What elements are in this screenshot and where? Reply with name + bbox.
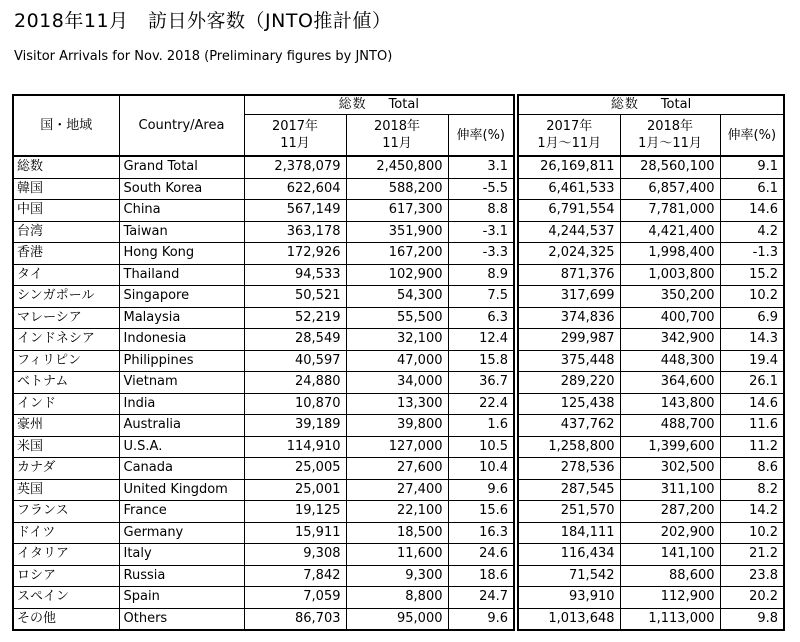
row-growth-cumulative: 8.6 — [720, 458, 784, 480]
table-row — [13, 458, 784, 480]
row-nov-2017: 24,880 — [244, 372, 346, 394]
header-2017-nov: 2017年 11月 — [244, 115, 346, 157]
row-growth-cumulative: 14.6 — [720, 200, 784, 222]
visitor-arrivals-table — [12, 94, 785, 631]
row-growth-cumulative: 9.1 — [720, 156, 784, 178]
row-region-jp: イタリア — [13, 544, 119, 566]
row-cum-2017: 871,376 — [518, 264, 620, 286]
row-cum-2018: 141,100 — [620, 544, 720, 566]
row-nov-2017: 19,125 — [244, 501, 346, 523]
row-region-jp: 豪州 — [13, 415, 119, 437]
row-cum-2017: 116,434 — [518, 544, 620, 566]
row-region-en: Italy — [119, 544, 244, 566]
row-growth-monthly: 8.8 — [448, 200, 514, 222]
row-nov-2018: 13,300 — [346, 393, 448, 415]
row-region-en: Vietnam — [119, 372, 244, 394]
header-growth-monthly: 伸率(%) — [448, 115, 514, 157]
row-cum-2018: 202,900 — [620, 522, 720, 544]
row-cum-2018: 6,857,400 — [620, 178, 720, 200]
row-growth-monthly: 24.6 — [448, 544, 514, 566]
row-cum-2018: 364,600 — [620, 372, 720, 394]
row-region-jp: インド — [13, 393, 119, 415]
table-row — [13, 178, 784, 200]
row-growth-cumulative: 6.1 — [720, 178, 784, 200]
row-cum-2017: 317,699 — [518, 286, 620, 308]
row-cum-2018: 7,781,000 — [620, 200, 720, 222]
row-cum-2017: 251,570 — [518, 501, 620, 523]
row-cum-2018: 287,200 — [620, 501, 720, 523]
header-2018-cumulative: 2018年 1月～11月 — [620, 115, 720, 157]
row-nov-2018: 588,200 — [346, 178, 448, 200]
row-nov-2018: 27,400 — [346, 479, 448, 501]
row-growth-cumulative: 6.9 — [720, 307, 784, 329]
header-group-cumulative — [518, 95, 784, 115]
row-region-en: Canada — [119, 458, 244, 480]
table-row — [13, 479, 784, 501]
table-row — [13, 221, 784, 243]
table-row — [13, 544, 784, 566]
row-region-en: Malaysia — [119, 307, 244, 329]
row-nov-2017: 50,521 — [244, 286, 346, 308]
row-region-en: Indonesia — [119, 329, 244, 351]
header-2017-cumulative: 2017年 1月～11月 — [518, 115, 620, 157]
row-nov-2018: 47,000 — [346, 350, 448, 372]
row-region-jp: その他 — [13, 608, 119, 630]
row-growth-monthly: 16.3 — [448, 522, 514, 544]
group-cumulative-en: Total — [660, 97, 692, 112]
row-growth-cumulative: 23.8 — [720, 565, 784, 587]
row-region-en: China — [119, 200, 244, 222]
row-cum-2017: 287,545 — [518, 479, 620, 501]
row-growth-monthly: 22.4 — [448, 393, 514, 415]
header-growth-cumulative: 伸率(%) — [720, 115, 784, 157]
row-nov-2018: 22,100 — [346, 501, 448, 523]
row-growth-monthly: -3.3 — [448, 243, 514, 265]
row-growth-cumulative: 20.2 — [720, 587, 784, 609]
row-growth-monthly: 9.6 — [448, 608, 514, 630]
table-row — [13, 350, 784, 372]
row-nov-2017: 40,597 — [244, 350, 346, 372]
table-row — [13, 436, 784, 458]
row-nov-2017: 363,178 — [244, 221, 346, 243]
row-growth-cumulative: 14.3 — [720, 329, 784, 351]
row-growth-cumulative: 10.2 — [720, 286, 784, 308]
row-cum-2018: 28,560,100 — [620, 156, 720, 178]
row-region-en: Spain — [119, 587, 244, 609]
row-nov-2017: 86,703 — [244, 608, 346, 630]
row-cum-2018: 112,900 — [620, 587, 720, 609]
row-cum-2017: 437,762 — [518, 415, 620, 437]
row-region-en: Taiwan — [119, 221, 244, 243]
row-cum-2018: 302,500 — [620, 458, 720, 480]
row-cum-2018: 4,421,400 — [620, 221, 720, 243]
header-2018-nov: 2018年 11月 — [346, 115, 448, 157]
row-region-en: U.S.A. — [119, 436, 244, 458]
row-growth-cumulative: -1.3 — [720, 243, 784, 265]
row-cum-2017: 26,169,811 — [518, 156, 620, 178]
table-row — [13, 286, 784, 308]
table-row — [13, 329, 784, 351]
row-region-jp: ロシア — [13, 565, 119, 587]
row-growth-cumulative: 14.6 — [720, 393, 784, 415]
row-growth-monthly: 6.3 — [448, 307, 514, 329]
row-cum-2018: 88,600 — [620, 565, 720, 587]
table-row — [13, 415, 784, 437]
row-growth-monthly: 15.6 — [448, 501, 514, 523]
table-row — [13, 200, 784, 222]
row-growth-monthly: 7.5 — [448, 286, 514, 308]
row-region-en: Russia — [119, 565, 244, 587]
row-cum-2017: 278,536 — [518, 458, 620, 480]
table-row — [13, 264, 784, 286]
row-region-en: Germany — [119, 522, 244, 544]
row-nov-2018: 127,000 — [346, 436, 448, 458]
row-nov-2018: 32,100 — [346, 329, 448, 351]
table-row — [13, 587, 784, 609]
row-growth-monthly: 10.4 — [448, 458, 514, 480]
row-nov-2017: 94,533 — [244, 264, 346, 286]
row-cum-2018: 1,003,800 — [620, 264, 720, 286]
row-cum-2017: 289,220 — [518, 372, 620, 394]
row-cum-2017: 2,024,325 — [518, 243, 620, 265]
group-monthly-jp: 総数 — [338, 97, 367, 112]
row-region-en: France — [119, 501, 244, 523]
row-nov-2017: 52,219 — [244, 307, 346, 329]
table-row — [13, 393, 784, 415]
row-nov-2017: 114,910 — [244, 436, 346, 458]
table-row — [13, 565, 784, 587]
table-body — [13, 156, 784, 630]
row-cum-2017: 1,258,800 — [518, 436, 620, 458]
row-nov-2017: 25,001 — [244, 479, 346, 501]
row-region-en: Grand Total — [119, 156, 244, 178]
row-cum-2017: 71,542 — [518, 565, 620, 587]
row-nov-2018: 351,900 — [346, 221, 448, 243]
row-cum-2017: 1,013,648 — [518, 608, 620, 630]
row-cum-2018: 143,800 — [620, 393, 720, 415]
row-region-en: United Kingdom — [119, 479, 244, 501]
row-cum-2017: 299,987 — [518, 329, 620, 351]
row-region-en: Singapore — [119, 286, 244, 308]
row-growth-cumulative: 21.2 — [720, 544, 784, 566]
row-growth-monthly: 10.5 — [448, 436, 514, 458]
row-cum-2018: 350,200 — [620, 286, 720, 308]
table-row — [13, 156, 784, 178]
group-cumulative-jp: 総数 — [610, 97, 639, 112]
table-row — [13, 501, 784, 523]
row-nov-2018: 54,300 — [346, 286, 448, 308]
row-cum-2017: 6,791,554 — [518, 200, 620, 222]
header-region-en: Country/Area — [119, 95, 244, 156]
row-nov-2018: 102,900 — [346, 264, 448, 286]
row-nov-2018: 167,200 — [346, 243, 448, 265]
row-region-jp: ベトナム — [13, 372, 119, 394]
table-row — [13, 372, 784, 394]
row-growth-cumulative: 14.2 — [720, 501, 784, 523]
row-cum-2017: 184,111 — [518, 522, 620, 544]
row-nov-2017: 10,870 — [244, 393, 346, 415]
row-region-jp: フランス — [13, 501, 119, 523]
row-nov-2017: 15,911 — [244, 522, 346, 544]
row-growth-monthly: 15.8 — [448, 350, 514, 372]
row-region-jp: 英国 — [13, 479, 119, 501]
row-growth-monthly: 12.4 — [448, 329, 514, 351]
table-row — [13, 243, 784, 265]
table-row — [13, 522, 784, 544]
table-row — [13, 608, 784, 630]
row-region-en: Philippines — [119, 350, 244, 372]
row-growth-monthly: -5.5 — [448, 178, 514, 200]
row-region-jp: マレーシア — [13, 307, 119, 329]
row-region-en: South Korea — [119, 178, 244, 200]
row-growth-cumulative: 10.2 — [720, 522, 784, 544]
table-row — [13, 307, 784, 329]
page-subtitle: Visitor Arrivals for Nov. 2018 (Preliminary figures by JNTO) — [14, 49, 393, 64]
row-growth-cumulative: 4.2 — [720, 221, 784, 243]
row-nov-2017: 2,378,079 — [244, 156, 346, 178]
row-cum-2018: 488,700 — [620, 415, 720, 437]
row-cum-2018: 1,399,600 — [620, 436, 720, 458]
row-growth-cumulative: 11.2 — [720, 436, 784, 458]
row-nov-2018: 617,300 — [346, 200, 448, 222]
row-nov-2017: 172,926 — [244, 243, 346, 265]
row-growth-monthly: 36.7 — [448, 372, 514, 394]
row-cum-2018: 448,300 — [620, 350, 720, 372]
row-region-jp: インドネシア — [13, 329, 119, 351]
row-nov-2017: 9,308 — [244, 544, 346, 566]
row-nov-2018: 39,800 — [346, 415, 448, 437]
row-growth-cumulative: 8.2 — [720, 479, 784, 501]
row-growth-cumulative: 19.4 — [720, 350, 784, 372]
row-nov-2017: 25,005 — [244, 458, 346, 480]
row-region-en: Thailand — [119, 264, 244, 286]
row-cum-2018: 1,998,400 — [620, 243, 720, 265]
row-region-jp: 台湾 — [13, 221, 119, 243]
row-growth-monthly: 9.6 — [448, 479, 514, 501]
row-nov-2018: 11,600 — [346, 544, 448, 566]
row-cum-2017: 93,910 — [518, 587, 620, 609]
row-region-jp: タイ — [13, 264, 119, 286]
row-cum-2017: 6,461,533 — [518, 178, 620, 200]
row-growth-cumulative: 9.8 — [720, 608, 784, 630]
row-region-jp: 中国 — [13, 200, 119, 222]
row-nov-2017: 622,604 — [244, 178, 346, 200]
row-cum-2018: 311,100 — [620, 479, 720, 501]
row-nov-2017: 567,149 — [244, 200, 346, 222]
row-nov-2018: 55,500 — [346, 307, 448, 329]
row-growth-monthly: 18.6 — [448, 565, 514, 587]
row-growth-monthly: 3.1 — [448, 156, 514, 178]
row-nov-2018: 27,600 — [346, 458, 448, 480]
row-cum-2017: 125,438 — [518, 393, 620, 415]
row-region-jp: 米国 — [13, 436, 119, 458]
row-cum-2017: 4,244,537 — [518, 221, 620, 243]
row-nov-2017: 28,549 — [244, 329, 346, 351]
row-growth-monthly: -3.1 — [448, 221, 514, 243]
row-cum-2018: 400,700 — [620, 307, 720, 329]
row-nov-2018: 18,500 — [346, 522, 448, 544]
row-growth-cumulative: 11.6 — [720, 415, 784, 437]
row-nov-2017: 39,189 — [244, 415, 346, 437]
group-monthly-en: Total — [388, 97, 419, 112]
row-region-jp: 香港 — [13, 243, 119, 265]
row-cum-2018: 342,900 — [620, 329, 720, 351]
row-region-en: India — [119, 393, 244, 415]
row-region-jp: スペイン — [13, 587, 119, 609]
row-region-jp: カナダ — [13, 458, 119, 480]
row-region-jp: シンガポール — [13, 286, 119, 308]
row-nov-2018: 2,450,800 — [346, 156, 448, 178]
row-region-jp: 韓国 — [13, 178, 119, 200]
row-region-jp: 総数 — [13, 156, 119, 178]
row-cum-2018: 1,113,000 — [620, 608, 720, 630]
row-nov-2018: 34,000 — [346, 372, 448, 394]
row-nov-2018: 95,000 — [346, 608, 448, 630]
row-growth-monthly: 8.9 — [448, 264, 514, 286]
row-growth-monthly: 1.6 — [448, 415, 514, 437]
row-growth-cumulative: 26.1 — [720, 372, 784, 394]
row-nov-2018: 9,300 — [346, 565, 448, 587]
row-region-en: Others — [119, 608, 244, 630]
header-group-monthly — [244, 95, 514, 115]
page-title: 2018年11月 訪日外客数（JNTO推計値） — [14, 10, 392, 32]
row-growth-cumulative: 15.2 — [720, 264, 784, 286]
row-nov-2018: 8,800 — [346, 587, 448, 609]
row-region-jp: フィリピン — [13, 350, 119, 372]
row-region-en: Hong Kong — [119, 243, 244, 265]
row-region-en: Australia — [119, 415, 244, 437]
row-nov-2017: 7,842 — [244, 565, 346, 587]
row-growth-monthly: 24.7 — [448, 587, 514, 609]
row-cum-2017: 375,448 — [518, 350, 620, 372]
header-region-jp: 国・地域 — [13, 95, 119, 156]
row-region-jp: ドイツ — [13, 522, 119, 544]
row-nov-2017: 7,059 — [244, 587, 346, 609]
row-cum-2017: 374,836 — [518, 307, 620, 329]
